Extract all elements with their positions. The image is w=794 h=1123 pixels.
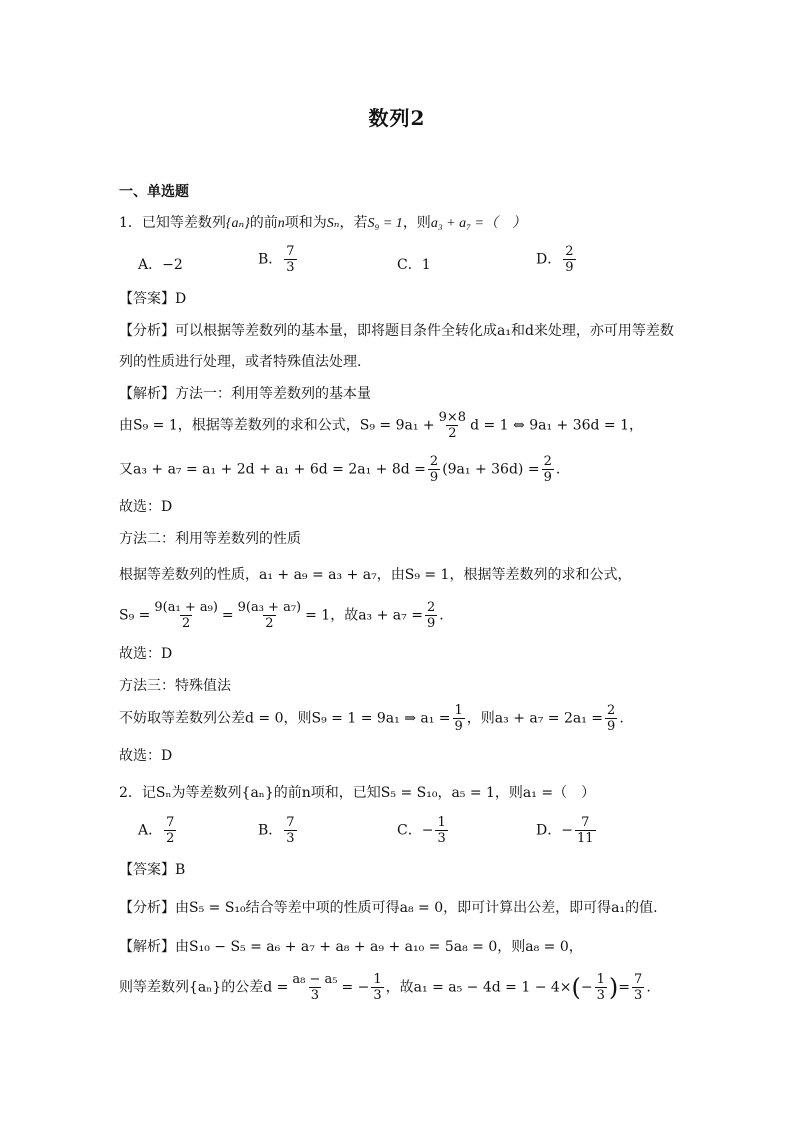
frac-num: 1 (437, 815, 446, 830)
text: . (646, 979, 651, 996)
q1-analysis-line1: 【分析】可以根据等差数列的基本量，即将题目条件全转化成a₁和d来处理，亦可用等差数 (119, 323, 674, 339)
q1-option-d-label: D． (536, 251, 562, 268)
q2-analysis: 【分析】由S₅ = S₁₀结合等差中项的性质可得a₈ = 0，即可计算出公差，即可得a₁的值. (119, 900, 658, 916)
q1-method3-head: 方法三：特殊值法 (119, 678, 231, 694)
q1-n: n (277, 216, 285, 231)
frac-num: 7 (581, 815, 590, 830)
q2-solution-line2 (119, 972, 651, 1003)
q1-solution-head: 【解析】方法一：利用等差数列的基本量 (119, 386, 371, 402)
q1-cond: S₉ = 1 (367, 216, 403, 231)
text: 又a₃ + a₇ = a₁ + 2d + a₁ + 6d = 2a₁ + 8d = (119, 461, 426, 478)
frac-den: 9 (565, 260, 574, 275)
q1-answer: 【答案】D (119, 291, 187, 307)
q1-sn: Sₙ (326, 216, 340, 231)
frac-den: 3 (286, 831, 295, 846)
text: = (618, 979, 631, 996)
frac-den: 9 (429, 470, 439, 485)
q1-choose-2: 故选：D (119, 646, 173, 662)
frac-den: 11 (576, 831, 594, 846)
q1-mid: 的前 (249, 215, 278, 231)
q1-option-d (536, 244, 578, 275)
page-title: 数列2 (368, 106, 426, 130)
frac-num: 9(a₃ + a₇) (237, 600, 302, 615)
q1-method2-line: 根据等差数列的性质，a₁ + a₉ = a₃ + a₇，由S₉ = 1，根据等差数列的求和公式， (119, 567, 632, 583)
text: 则等差数列{aₙ}的公差d = (119, 979, 289, 996)
frac-num: 7 (286, 815, 295, 830)
frac-num: 7 (166, 815, 175, 830)
frac-den: 3 (286, 260, 295, 275)
text: . (555, 461, 561, 478)
text: d = 1 ⇔ 9a₁ + 36d = 1， (470, 417, 644, 434)
q1-choose-1: 故选：D (119, 499, 173, 515)
q1-option-c: C．1 (397, 257, 431, 273)
text: ，故a₁ = a₅ − 4d = 1 − 4× (385, 979, 572, 996)
frac-den: 3 (437, 831, 446, 846)
frac-num: 2 (426, 600, 436, 615)
frac-den: 2 (448, 426, 457, 441)
frac-den: 3 (634, 988, 643, 1003)
text: = (221, 607, 234, 624)
q1-solution-line1 (119, 410, 643, 441)
frac-num: 2 (429, 454, 439, 469)
frac-num: 1 (454, 703, 463, 718)
frac-num: a₈ − a₅ (292, 972, 338, 987)
frac-den: 2 (265, 616, 274, 631)
text: . (619, 710, 624, 727)
frac-num: 7 (634, 972, 643, 987)
section-heading: 一、单选题 (119, 184, 189, 200)
text: 不妨取等差数列公差d = 0，则S₉ = 1 = 9a₁ ⇒ a₁ = (119, 710, 451, 727)
q2-option-d-label: D．− (536, 822, 573, 839)
frac-num: 1 (373, 972, 382, 987)
q1-mid2: 项和为 (284, 215, 327, 231)
q2-stem: 2．记Sₙ为等差数列{aₙ}的前n项和，已知S₅ = S₁₀，a₅ = 1，则a₁ =（ ） (119, 785, 596, 801)
q1-if: ，若 (339, 215, 368, 231)
q1-stem (119, 213, 526, 234)
q1-then: ，则 (402, 215, 431, 231)
q2-option-c (397, 815, 450, 846)
frac-den: 9 (607, 719, 616, 734)
text: (9a₁ + 36d) = (442, 461, 540, 478)
text: = 1，故a₃ + a₇ = (305, 607, 423, 624)
paren-open: ( (571, 973, 581, 1002)
q2-solution-line1: 【解析】由S₁₀ − S₅ = a₆ + a₇ + a₈ + a₉ + a₁₀ = 5a₈ = 0，则a₈ = 0， (119, 939, 583, 955)
q2-answer: 【答案】B (119, 862, 186, 878)
q2-option-b (258, 815, 299, 846)
q2-option-b-label: B． (258, 822, 283, 839)
text: = − (341, 979, 370, 996)
frac-den: 3 (310, 988, 320, 1003)
frac-den: 2 (182, 616, 191, 631)
q1-analysis-line2: 列的性质进行处理，或者特殊值法处理. (119, 354, 362, 370)
q1-choose-3: 故选：D (119, 748, 173, 764)
q1-method3-line (119, 703, 624, 734)
q1-method2-formula (119, 600, 444, 631)
frac-den: 9 (426, 616, 436, 631)
q2-option-a (138, 815, 178, 846)
frac-den: 2 (166, 831, 175, 846)
q1-option-b-label: B． (258, 251, 283, 268)
frac-num: 9×8 (438, 410, 467, 425)
frac-den: 9 (454, 719, 463, 734)
frac-den: 9 (543, 470, 552, 485)
q1-solution-line2 (119, 454, 560, 485)
q1-option-a: A．−2 (138, 257, 183, 273)
q1-method2-head: 方法二：利用等差数列的性质 (119, 531, 301, 547)
text: 由S₉ = 1，根据等差数列的求和公式，S₉ = 9a₁ + (119, 417, 435, 434)
q1-ask: a₃ + a₇ =（ ） (430, 216, 526, 231)
frac-den: 3 (596, 988, 605, 1003)
frac-num: 1 (596, 972, 605, 987)
frac-num: 2 (543, 454, 552, 469)
frac-den: 3 (373, 988, 382, 1003)
text: − (580, 979, 593, 996)
q1-stem-prefix: 1．已知等差数列 (119, 215, 226, 231)
q1-seq: {aₙ} (225, 216, 250, 231)
frac-num: 9(a₁ + a₉) (154, 600, 218, 615)
q2-option-a-label: A． (138, 822, 163, 839)
frac-num: 2 (607, 703, 616, 718)
q2-option-c-label: C．− (397, 822, 434, 839)
frac-num: 7 (286, 244, 295, 259)
text: S₉ = (119, 607, 151, 624)
paren-close: ) (608, 973, 619, 1002)
text: ，则a₃ + a₇ = 2a₁ = (466, 710, 604, 727)
text: . (439, 607, 444, 624)
q2-option-d (536, 815, 598, 846)
frac-num: 2 (565, 244, 574, 259)
q1-option-b (258, 244, 299, 275)
